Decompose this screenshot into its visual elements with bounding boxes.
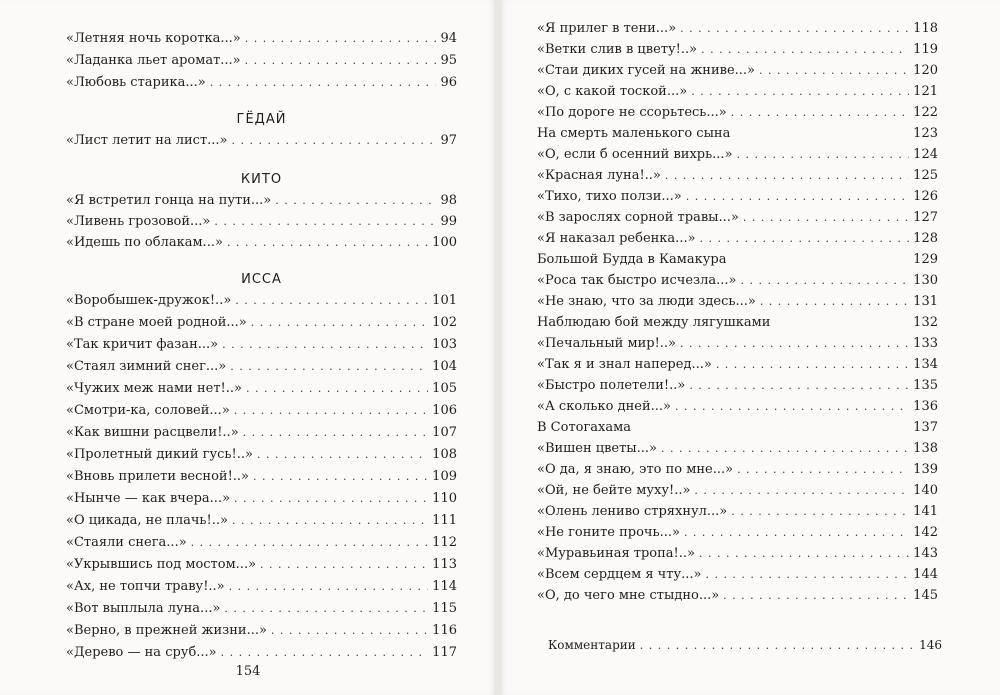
toc-entry-title: «Роса так быстро исчезла...»	[537, 273, 737, 288]
toc-entry-title: «Тихо, тихо ползи...»	[537, 189, 682, 204]
toc-entry-title: «Ах, не топчи траву!..»	[66, 579, 225, 594]
toc-entry-title: «О, если б осенний вихрь...»	[537, 147, 733, 162]
toc-entry	[66, 314, 457, 332]
toc-entry-page: 108	[432, 447, 457, 462]
dot-leader	[214, 213, 436, 231]
toc-entry	[537, 377, 938, 395]
toc-entry-page: 125	[913, 168, 938, 183]
toc-entry-page: 128	[913, 231, 938, 246]
dot-leader	[221, 644, 429, 662]
toc-entry-title: «Летняя ночь коротка...»	[66, 31, 241, 46]
dot-leader	[191, 534, 429, 552]
dot-leader	[743, 209, 909, 227]
toc-entry	[66, 132, 457, 150]
toc-entry-title: «Не гоните прочь...»	[537, 525, 680, 540]
toc-entry-page: 143	[913, 546, 938, 561]
toc-entry-page: 133	[913, 336, 938, 351]
toc-entry-page: 135	[913, 378, 938, 393]
toc-entry-title: «Воробышек-дружок!..»	[66, 293, 232, 308]
toc-entry-title: «Смотри-ка, соловей...»	[66, 403, 230, 418]
dot-leader	[759, 62, 909, 80]
toc-entry-page: 122	[913, 105, 938, 120]
page-number: 154	[235, 664, 261, 679]
dot-leader	[680, 335, 909, 353]
toc-entry-title: «Нынче — как вчера...»	[66, 491, 231, 506]
toc-entry	[66, 30, 457, 48]
toc-entry-title: «О цикада, не плачь!..»	[66, 513, 228, 528]
toc-entry-page: 94	[440, 31, 457, 46]
dot-leader	[230, 358, 428, 376]
toc-entry-title: Большой Будда в Камакура	[537, 252, 727, 267]
toc-entry-title: Комментарии	[548, 638, 636, 652]
toc-entry	[537, 335, 938, 353]
toc-entry-title: «Быстро полетели!..»	[537, 378, 686, 393]
section-heading-gedai: ГЁДАЙ	[236, 112, 287, 127]
toc-entry-page: 141	[913, 504, 938, 519]
toc-entry-title: «Я наказал ребенка...»	[537, 231, 696, 246]
toc-entry	[537, 314, 938, 332]
dot-leader	[232, 132, 437, 150]
toc-entry-page: 112	[432, 535, 457, 550]
toc-entry-page: 139	[913, 462, 938, 477]
toc-entry-title: «В стране моей родной...»	[66, 315, 247, 330]
dot-leader	[253, 468, 428, 486]
toc-entry-page: 131	[913, 294, 938, 309]
toc-entry-title: «В зарослях сорной травы...»	[537, 210, 739, 225]
toc-entry	[537, 104, 938, 122]
toc-entry-page: 121	[913, 84, 938, 99]
dot-leader	[210, 74, 437, 92]
toc-entry-page: 132	[913, 315, 938, 330]
dot-leader	[251, 314, 428, 332]
toc-entry	[537, 587, 938, 605]
dot-leader	[701, 41, 909, 59]
toc-entry-page: 129	[913, 252, 938, 267]
toc-entry	[537, 83, 938, 101]
dot-leader	[232, 512, 428, 530]
dot-leader	[731, 503, 909, 521]
toc-entry-page: 120	[913, 63, 938, 78]
toc-entry	[537, 41, 938, 59]
toc-entry-page: 134	[913, 357, 938, 372]
toc-entry-page: 95	[440, 53, 457, 68]
toc-entry-page: 104	[432, 359, 457, 374]
toc-entry-page: 140	[913, 483, 938, 498]
toc-entry-page: 126	[913, 189, 938, 204]
toc-entry-title: «Вновь прилети весной!..»	[66, 469, 250, 484]
toc-entry	[537, 167, 938, 185]
toc-entry	[66, 336, 457, 354]
dot-leader	[691, 83, 909, 101]
toc-entry-page: 116	[432, 623, 457, 638]
dot-leader	[227, 234, 428, 252]
dot-leader	[686, 188, 909, 206]
toc-entry-page: 127	[913, 210, 938, 225]
dot-leader	[222, 336, 428, 354]
toc-entry-title: «Я прилег в тени...»	[537, 21, 677, 36]
toc-entry-title: «По дороге не ссорьтесь...»	[537, 105, 727, 120]
toc-entry-page: 124	[913, 147, 938, 162]
toc-entry-title: «Так кричит фазан...»	[66, 337, 219, 352]
toc-entry-page: 111	[432, 513, 457, 528]
toc-entry-title: «Я встретил гонца на пути...»	[66, 193, 272, 208]
toc-entry-page: 118	[913, 21, 938, 36]
toc-entry	[66, 52, 457, 70]
toc-entry	[537, 293, 938, 311]
toc-entry	[537, 62, 938, 80]
toc-entry-page: 97	[440, 133, 457, 148]
toc-entry-title: «Любовь старика...»	[66, 75, 206, 90]
toc-entry-page: 107	[432, 425, 457, 440]
toc-entry	[66, 578, 457, 596]
toc-entry-page: 96	[440, 75, 457, 90]
toc-entry	[66, 534, 457, 552]
toc-entry-title: «А сколько дней...»	[537, 399, 671, 414]
toc-entry-title: «Пролетный дикий гусь!..»	[66, 447, 253, 462]
dot-leader	[243, 424, 429, 442]
toc-entry-page: 136	[913, 399, 938, 414]
toc-entry-title: «Ливень грозовой...»	[66, 214, 211, 229]
toc-entry-title: «Ветки слив в цвету!..»	[537, 42, 698, 57]
toc-entry-title: «О да, я знаю, это по мне...»	[537, 462, 734, 477]
toc-entry	[66, 380, 457, 398]
toc-entry-page: 137	[913, 420, 938, 435]
dot-leader	[246, 380, 428, 398]
toc-entry-title: «Ладанка льет аромат...»	[66, 53, 241, 68]
toc-entry-title: «Лист летит на лист...»	[66, 133, 228, 148]
toc-entry	[66, 600, 457, 618]
toc-entry	[537, 545, 938, 563]
toc-entry	[537, 461, 938, 479]
section-heading-issa: ИССА	[241, 272, 282, 287]
toc-entry-page: 144	[913, 567, 938, 582]
toc-entry-page: 109	[432, 469, 457, 484]
toc-entry-commentary	[548, 636, 942, 654]
dot-leader	[699, 545, 909, 563]
dot-leader	[224, 600, 428, 618]
dot-leader	[229, 578, 429, 596]
dot-leader	[665, 167, 909, 185]
section-heading-kito: КИТО	[240, 172, 283, 187]
toc-entry-title: В Сотогахама	[537, 420, 631, 435]
dot-leader	[245, 30, 437, 48]
toc-entry	[537, 188, 938, 206]
dot-leader	[700, 230, 910, 248]
toc-entry-page: 117	[432, 645, 457, 660]
toc-entry	[537, 566, 938, 584]
toc-entry-page: 138	[913, 441, 938, 456]
toc-entry	[537, 251, 938, 269]
toc-entry	[66, 468, 457, 486]
dot-leader	[260, 556, 428, 574]
toc-entry	[537, 209, 938, 227]
toc-entry	[66, 644, 457, 662]
toc-entry-page: 115	[432, 601, 457, 616]
toc-entry	[537, 398, 938, 416]
toc-entry-title: «Муравьиная тропа!..»	[537, 546, 695, 561]
toc-entry	[66, 622, 457, 640]
dot-leader	[275, 192, 436, 210]
toc-entry-page: 99	[440, 214, 457, 229]
toc-entry-title: «Идешь по облакам...»	[66, 235, 223, 250]
dot-leader	[234, 490, 428, 508]
toc-entry	[66, 192, 457, 210]
toc-entry-title: «Ой, не бейте муху!..»	[537, 483, 691, 498]
toc-entry-title: «Укрывшись под мостом...»	[66, 557, 257, 572]
toc-entry-page: 145	[913, 588, 938, 603]
toc-entry-title: Наблюдаю бой между лягушками	[537, 315, 771, 330]
toc-entry-title: «Печальный мир!..»	[537, 336, 677, 351]
toc-entry-page: 105	[432, 381, 457, 396]
dot-leader	[235, 292, 428, 310]
toc-entry-title: «Вот выплыла луна...»	[66, 601, 221, 616]
dot-leader	[723, 587, 909, 605]
toc-entry-title: «Олень лениво стряхнул...»	[537, 504, 728, 519]
dot-leader	[680, 20, 909, 38]
toc-entry	[66, 358, 457, 376]
toc-entry-title: «Дерево — на сруб...»	[66, 645, 217, 660]
toc-entry-page: 123	[913, 126, 938, 141]
dot-leader	[234, 402, 428, 420]
toc-entry	[537, 482, 938, 500]
dot-leader	[661, 440, 909, 458]
toc-entry	[537, 146, 938, 164]
toc-entry-title: «О, до чего мне стыдно...»	[537, 588, 720, 603]
toc-entry	[537, 356, 938, 374]
toc-entry-page: 98	[440, 193, 457, 208]
dot-leader	[271, 622, 428, 640]
toc-entry	[66, 556, 457, 574]
toc-entry-title: «Всем сердцем я чту...»	[537, 567, 702, 582]
toc-entry-title: «Стаи диких гусей на жниве...»	[537, 63, 755, 78]
toc-entry-title: «Так я и знал наперед...»	[537, 357, 712, 372]
toc-entry-page: 146	[919, 638, 942, 652]
toc-entry	[537, 524, 938, 542]
toc-entry	[537, 125, 938, 143]
dot-leader	[675, 398, 909, 416]
toc-entry	[537, 20, 938, 38]
dot-leader	[245, 52, 437, 70]
toc-entry	[66, 446, 457, 464]
toc-entry-page: 114	[432, 579, 457, 594]
dot-leader	[689, 377, 909, 395]
toc-entry	[66, 74, 457, 92]
dot-leader	[737, 461, 909, 479]
dot-leader	[731, 104, 909, 122]
toc-entry	[66, 213, 457, 231]
toc-entry-page: 102	[432, 315, 457, 330]
toc-entry-page: 119	[913, 42, 938, 57]
toc-entry-title: «Верно, в прежней жизни...»	[66, 623, 267, 638]
toc-entry	[537, 230, 938, 248]
toc-entry-page: 113	[432, 557, 457, 572]
toc-entry	[537, 440, 938, 458]
toc-entry-title: «Вишен цветы...»	[537, 441, 658, 456]
toc-entry-page: 106	[432, 403, 457, 418]
toc-entry-page: 130	[913, 273, 938, 288]
toc-entry-page: 100	[432, 235, 457, 250]
dot-leader	[716, 356, 909, 374]
toc-entry-page: 103	[432, 337, 457, 352]
toc-entry-title: «Не знаю, что за люди здесь...»	[537, 294, 756, 309]
toc-entry-page: 142	[913, 525, 938, 540]
toc-entry-page: 110	[432, 491, 457, 506]
toc-entry-title: На смерть маленького сына	[537, 126, 731, 141]
toc-entry-title: «Стаял зимний снег...»	[66, 359, 227, 374]
toc-entry	[66, 234, 457, 252]
toc-entry	[537, 503, 938, 521]
toc-entry	[66, 490, 457, 508]
dot-leader	[760, 293, 909, 311]
left-page	[0, 0, 496, 695]
toc-entry	[66, 402, 457, 420]
toc-entry	[537, 272, 938, 290]
toc-entry	[537, 419, 938, 437]
dot-leader	[741, 272, 910, 290]
toc-entry	[66, 512, 457, 530]
dot-leader	[694, 482, 909, 500]
toc-entry-title: «Стаяли снега...»	[66, 535, 187, 550]
dot-leader	[257, 446, 428, 464]
toc-entry-title: «Красная луна!..»	[537, 168, 661, 183]
toc-entry-title: «Чужих меж нами нет!..»	[66, 381, 242, 396]
toc-entry-title: «Как вишни расцвели!..»	[66, 425, 239, 440]
dot-leader	[737, 146, 910, 164]
toc-entry-page: 101	[432, 293, 457, 308]
dot-leader	[640, 637, 915, 655]
toc-entry-title: «О, с какой тоской...»	[537, 84, 688, 99]
dot-leader	[705, 566, 909, 584]
toc-entry	[66, 424, 457, 442]
dot-leader	[684, 524, 909, 542]
toc-entry	[66, 292, 457, 310]
